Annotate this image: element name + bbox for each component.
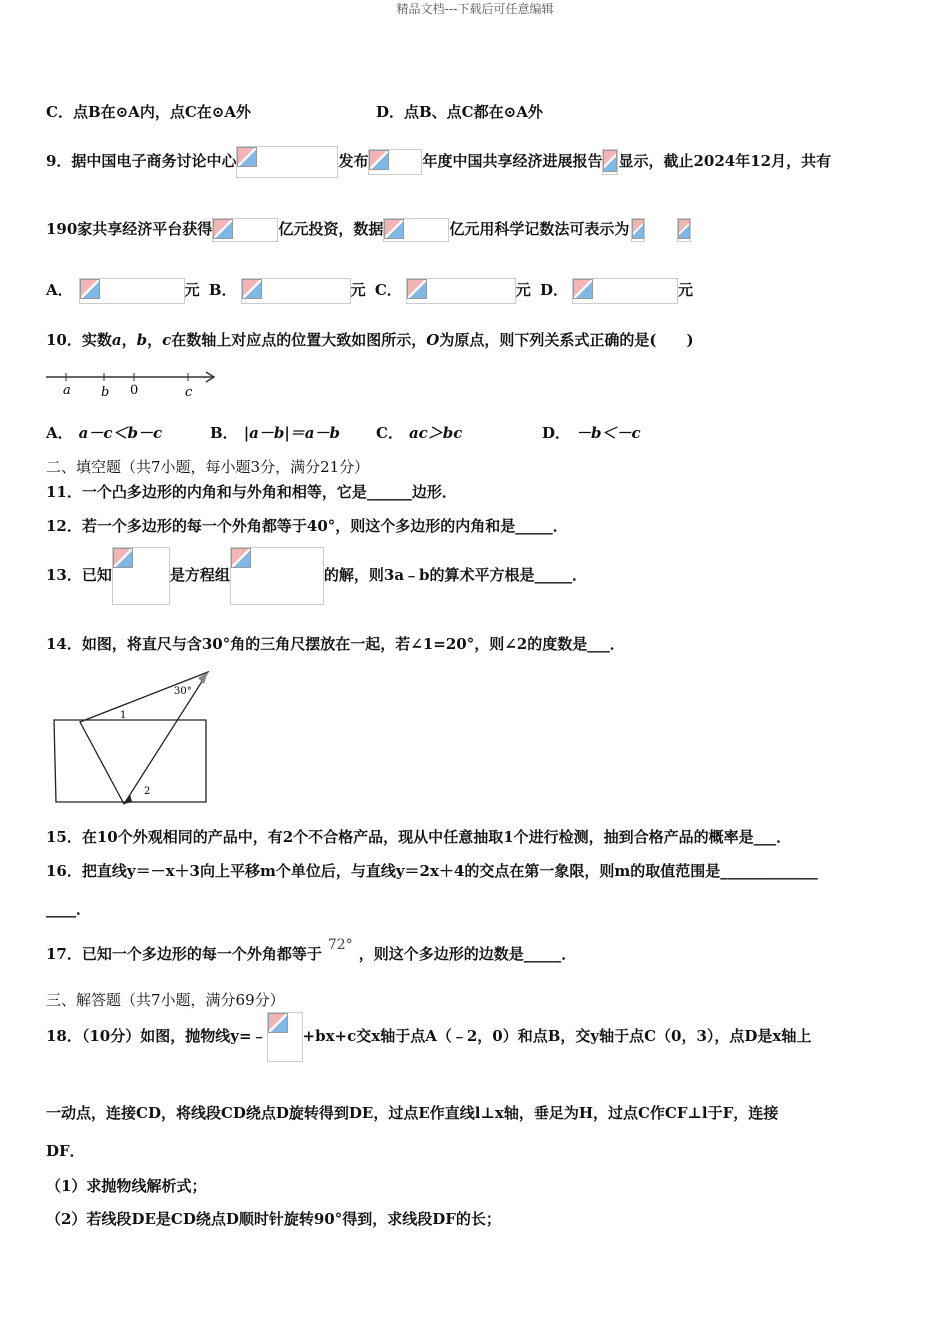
image-placeholder [406,278,516,304]
q17 [46,937,577,965]
broken-image-icon [213,219,233,239]
broken-image-icon [603,150,617,172]
q17-text-b: ，则这个多边形的边数是_____． [358,945,577,963]
unit-text: 元 [184,281,200,299]
q13 [46,546,587,605]
image-placeholder [602,149,618,175]
q10-text: 10．实数 [46,331,112,349]
broken-image-icon [573,279,593,299]
q18-text-a: 18．（10分）如图，抛物线y=﹣ [46,1027,267,1045]
image-placeholder [383,218,449,242]
option-expr: a－c＜b－c [78,424,163,442]
q9-line1 [46,146,831,178]
q9-option-d-label: D． [540,281,569,299]
broken-image-icon [369,150,389,170]
q13-text-b: 是方程组 [169,566,230,584]
broken-image-icon [678,219,690,239]
q17-text-a: 17．已知一个多边形的每一个外角都等于 [46,945,322,963]
q14: 14．如图，将直尺与含30°角的三角尺摆放在一起，若∠1=20°，则∠2的度数是___． [46,635,625,653]
q10-separator: ， [147,331,163,349]
q10-option-c [376,423,462,443]
q9-line2 [46,218,691,242]
var-b: b [136,331,148,349]
q18-line1 [46,1012,811,1062]
option-expr: －b＜－c [576,424,641,442]
image-placeholder [230,547,324,605]
q9-text-g: 亿元用科学记数法可表示为 [449,220,630,238]
q9-option-b-label: B． [208,281,237,299]
axis-label-c: c [185,385,193,400]
image-placeholder [631,218,645,242]
var-a: a [111,331,122,349]
broken-image-icon [632,219,644,239]
q17-degree-value: 72° [327,937,353,953]
q9-options [46,278,693,304]
q8-option-c: C．点B在⊙A内，点C在⊙A外 [46,103,251,121]
ruler-triangle-figure [46,668,214,808]
q10-option-b [210,423,340,443]
q10-separator: ， [121,331,137,349]
option-label: D． [542,424,571,442]
broken-image-icon [242,279,262,299]
option-label: B． [210,424,238,442]
broken-image-icon [231,548,251,568]
unit-text: 元 [515,281,531,299]
var-c: c [162,331,172,349]
axis-label-zero: 0 [130,383,139,398]
q18-line2: 一动点，连接CD，将线段CD绕点D旋转得到DE，过点E作直线l⊥x轴，垂足为H，过点C作CF⊥l于F，连接 [46,1104,779,1122]
q18-line3: DF． [46,1142,85,1160]
label-30-degrees: 30° [174,686,192,697]
ruler-rect [54,720,206,802]
broken-image-icon [237,147,257,167]
section-2-title: 二、填空题（共7小题，每小题3分，满分21分） [46,458,370,476]
axis-label-a: a [63,383,71,398]
q10-stem [46,330,694,350]
broken-image-icon [384,219,404,239]
label-angle-1: 1 [120,710,127,721]
image-placeholder [112,547,170,605]
q9-text-e: 190家共享经济平台获得 [46,220,213,238]
image-placeholder [212,218,278,242]
broken-image-icon [268,1013,288,1033]
q10-text: 在数轴上对应点的位置大致如图所示， [171,331,427,349]
q15: 15．在10个外观相同的产品中，有2个不合格产品，现从中任意抽取1个进行检测，抽到合格产品的概率是___． [46,828,792,846]
broken-image-icon [113,548,133,568]
section-3-title: 三、解答题（共7小题，满分69分） [46,991,285,1009]
q13-text-c: 的解，则3a﹣b的算术平方根是_____． [323,566,588,584]
option-expr: ac＞bc [408,424,463,442]
image-placeholder [236,146,338,178]
q9-option-a-label: A． [46,281,73,299]
q8-option-d: D．点B、点C都在⊙A外 [376,103,543,121]
unit-text: 元 [678,281,694,299]
q9-text-f: 亿元投资，数据 [278,220,384,238]
q9-text-c: 年度中国共享经济进展报告 [422,152,603,170]
q12: 12．若一个多边形的每一个外角都等于40°，则这个多边形的内角和是_____． [46,517,568,535]
number-line-figure [44,366,220,400]
q9-text-b: 发布 [338,152,369,170]
image-placeholder [677,218,691,242]
axis-label-b: b [101,385,110,400]
q10-option-a [46,423,162,443]
image-placeholder [79,278,185,304]
image-placeholder [572,278,678,304]
q13-text-a: 13．已知 [46,566,112,584]
q9-text-a: 9．据中国电子商务讨论中心 [46,152,237,170]
q9-text-d: 显示，截止2024年12月，共有 [618,152,832,170]
q11: 11．一个凸多边形的内角和与外角和相等，它是______边形． [46,483,457,501]
unit-text: 元 [350,281,366,299]
option-label: C． [376,424,403,442]
image-placeholder [241,278,351,304]
broken-image-icon [80,279,100,299]
label-angle-2: 2 [144,786,151,797]
var-o: O [426,331,440,349]
q18-part1: （1）求抛物线解析式； [46,1177,207,1195]
option-expr: |a－b|＝a－b [243,424,341,442]
q16-line2: ____． [46,900,92,918]
broken-image-icon [407,279,427,299]
page-header: 精品文档---下载后可任意编辑 [396,2,554,16]
q16-line1: 16．把直线y＝－x＋3向上平移m个单位后，与直线y＝2x＋4的交点在第一象限，则m的取值范围是_____________ [46,862,818,880]
q18-text-b: +bx+c交x轴于点A（﹣2，0）和点B，交y轴于点C（0，3），点D是x轴上 [302,1027,812,1045]
option-label: A． [46,424,73,442]
q18-part2: （2）若线段DE是CD绕点D顺时针旋转90°得到，求线段DF的长； [46,1210,501,1228]
image-placeholder [267,1012,303,1062]
q9-option-c-label: C． [374,281,402,299]
q10-text: 为原点，则下列关系式正确的是( ) [439,331,694,349]
image-placeholder [368,149,422,175]
q10-option-d [542,423,641,443]
